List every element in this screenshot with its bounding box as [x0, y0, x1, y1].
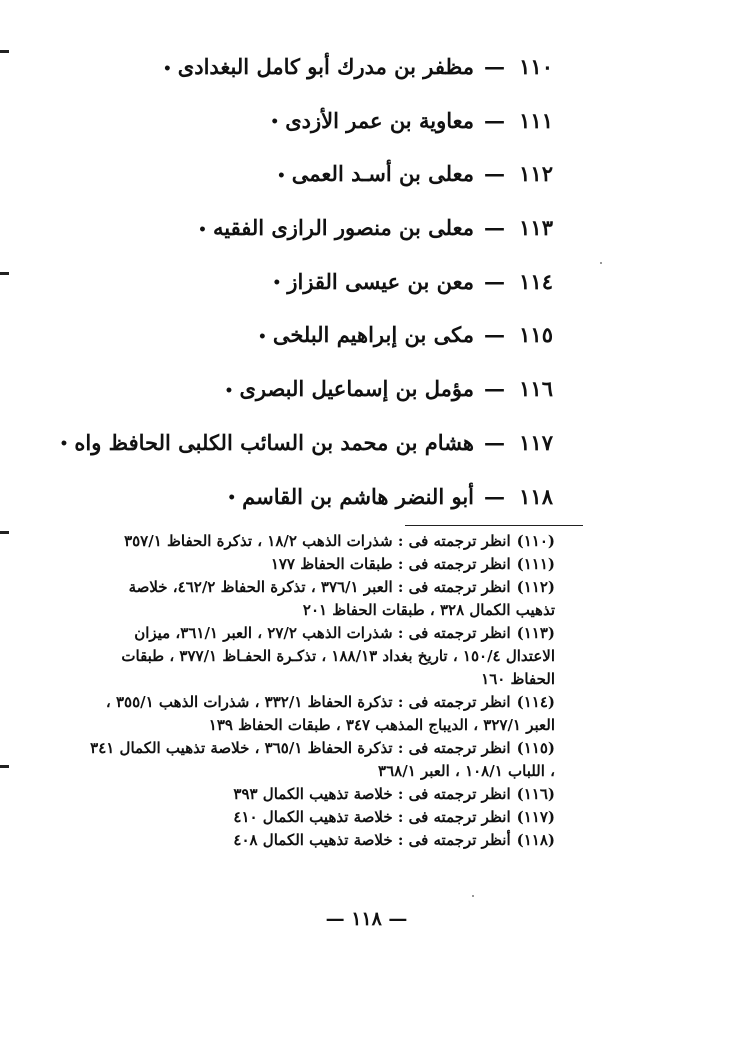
- bullet-icon: •: [224, 382, 234, 399]
- entry-name: معلى بن أسـد العمى: [291, 161, 474, 187]
- footnote-number: (١١١): [516, 555, 555, 573]
- bullet-icon: •: [198, 221, 207, 238]
- footnote-text: انظر ترجمته فى : تذكرة الحفاظ ٣٦٥/١ ، خلاصة تذهيب الكمال ٣٤١ ، اللباب ١٠٨/١ ، العبر ٣٦٨/١: [90, 739, 555, 780]
- bullet-icon: •: [272, 275, 282, 292]
- footnote-divider: [405, 525, 583, 526]
- scan-speck: [472, 895, 474, 897]
- footnote-text: انظر ترجمته فى : خلاصة تذهيب الكمال ٤١٠: [233, 808, 511, 826]
- entry-number: ١١٣: [519, 215, 553, 241]
- footnote-115: [85, 737, 555, 783]
- footnote-number: (١١٥): [516, 739, 555, 757]
- entry-dash: —: [484, 161, 505, 187]
- bullet-icon: •: [257, 328, 267, 345]
- entry-dash: —: [484, 107, 505, 133]
- footnote-text: انظر ترجمته فى : تذكرة الحفاظ ٣٣٢/١ ، شذرات الذهب ٣٥٥/١ ، العبر ٣٢٧/١ ، الديباج المذهب ٣٤٧ ، طبقات الحفاظ ١٣٩: [105, 693, 555, 734]
- footnote-text: أنظر ترجمته فى : خلاصة تذهيب الكمال ٤٠٨: [233, 831, 511, 849]
- entry-name: مكى بن إبراهيم البلخى: [272, 322, 474, 348]
- entry-116: [93, 366, 553, 420]
- entry-number: ١١٧: [519, 429, 553, 455]
- entry-117: [59, 420, 553, 474]
- bullet-icon: •: [162, 60, 172, 77]
- entry-dash: —: [484, 429, 505, 455]
- entry-dash: —: [484, 376, 505, 402]
- footnote-118: [85, 829, 555, 852]
- margin-mark: [0, 50, 9, 53]
- entry-dash: —: [484, 268, 505, 294]
- entry-110: [93, 44, 553, 98]
- footnote-110: [85, 530, 555, 553]
- footnote-text: انظر ترجمته فى : شذرات الذهب ١٨/٢ ، تذكرة الحفاظ ٣٥٧/١: [124, 532, 511, 550]
- footnote-number: (١١٢): [516, 578, 555, 596]
- entry-name: هشام بن محمد بن السائب الكلبى الحافظ واه: [74, 429, 474, 455]
- entry-111: [93, 98, 553, 152]
- footnote-111: [85, 553, 555, 576]
- footnote-text: انظر ترجمته فى : خلاصة تذهيب الكمال ٣٩٣: [233, 785, 511, 803]
- entry-name: أبو النضر هاشم بن القاسم: [242, 483, 474, 509]
- margin-mark: [0, 765, 9, 768]
- footnote-number: (١١٧): [516, 808, 555, 826]
- bullet-icon: •: [276, 167, 286, 184]
- entry-dash: —: [484, 483, 505, 509]
- entry-number: ١١٥: [519, 322, 553, 348]
- margin-mark: [0, 272, 9, 275]
- footnote-114: [85, 691, 555, 737]
- footnote-number: (١١٦): [516, 785, 555, 803]
- entry-dash: —: [484, 215, 505, 241]
- footnote-list: [85, 530, 555, 852]
- bullet-icon: •: [227, 490, 237, 506]
- footnote-number: (١١٨): [516, 831, 555, 849]
- footnote-117: [85, 806, 555, 829]
- entry-name: مظفر بن مدرك أبو كامل البغدادى: [177, 54, 474, 79]
- entry-number: ١١٤: [519, 268, 553, 294]
- entry-113: [93, 205, 553, 259]
- footnote-number: (١١٠): [516, 532, 555, 550]
- footnote-116: [85, 783, 555, 806]
- footnote-text: انظر ترجمته فى : شذرات الذهب ٢٧/٢ ، العبر ٣٦١/١، ميزان الاعتدال ١٥٠/٤ ، تاريخ بغداد ١٨٨/١٣ ، تذكـرة الحفـاظ ٣٧٧/١ ، طبقات الحفاظ ١٦٠: [121, 624, 555, 688]
- footnote-113: [85, 622, 555, 691]
- footnote-112: [85, 576, 555, 622]
- footnote-text: انظر ترجمته فى : العبر ٣٧٦/١ ، تذكرة الحفاظ ٤٦٢/٢، خلاصة تذهيب الكمال ٣٢٨ ، طبقات الحفاظ ٢٠١: [128, 578, 555, 619]
- bullet-icon: •: [270, 114, 280, 131]
- footnote-text: انظر ترجمته فى : طبقات الحفاظ ١٧٧: [270, 555, 511, 573]
- footnote-number: (١١٣): [516, 624, 555, 642]
- margin-mark: [0, 531, 9, 534]
- entry-118: [93, 474, 553, 528]
- entry-114: [93, 259, 553, 313]
- page-number: — ١١٨ —: [325, 908, 408, 930]
- scan-speck: [600, 262, 602, 264]
- entry-number: ١١٨: [519, 483, 553, 509]
- entry-112: [93, 151, 553, 205]
- entry-name: معلى بن منصور الرازى الفقيه: [212, 215, 474, 241]
- footnote-number: (١١٤): [516, 693, 555, 711]
- entry-dash: —: [484, 322, 505, 348]
- entry-115: [93, 312, 553, 366]
- entry-number: ١١٠: [519, 54, 553, 79]
- bullet-icon: •: [59, 436, 69, 453]
- entry-number: ١١٦: [519, 376, 553, 402]
- entry-name: مؤمل بن إسماعيل البصرى: [239, 376, 474, 402]
- entry-name: معن بن عيسى القزاز: [287, 268, 474, 294]
- entry-number: ١١١: [519, 107, 553, 133]
- entry-name: معاوية بن عمر الأزدى: [285, 107, 474, 133]
- biography-entry-list: [59, 44, 553, 527]
- entry-dash: —: [484, 54, 505, 79]
- entry-number: ١١٢: [519, 161, 553, 187]
